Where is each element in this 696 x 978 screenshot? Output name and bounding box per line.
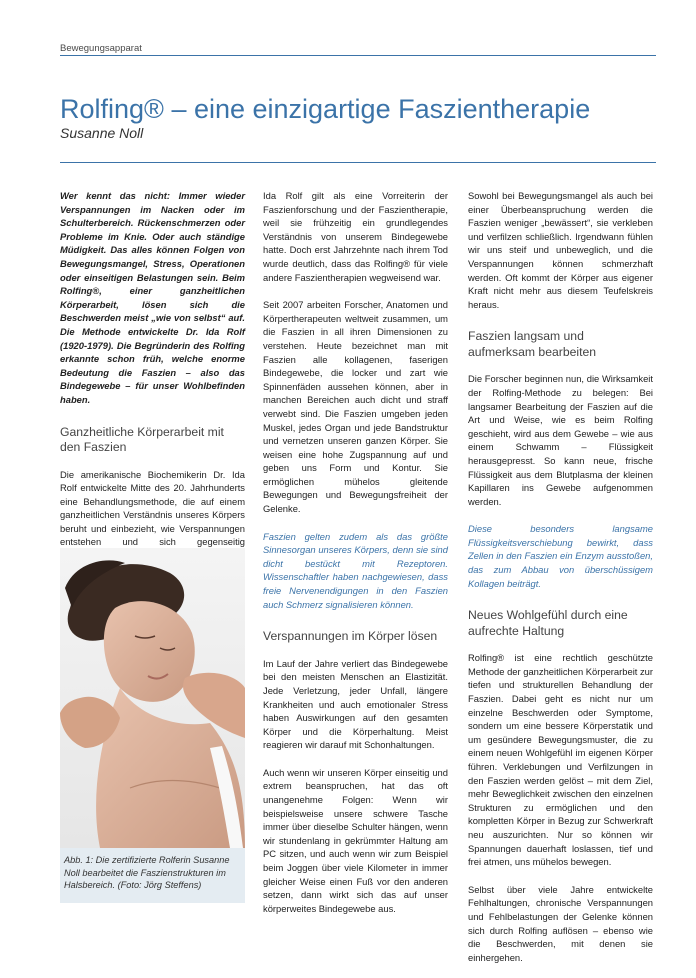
paragraph: Die Forscher beginnen nun, die Wirksamkeit der Rolfing-Methode zu belegen: Bei langsamer Bearbeitung der Faszien auf die Art und Weise, wie es beim Rolfing geschieht, wird aus dem Gewebe – wie aus einem Schwamm – Flüssigkeit herausgepresst. So kann neue, frische Flüssigkeit aus dem Blutplasma der kleinen Kapillaren ins Gewebe aufgenommen werden.: [468, 373, 653, 507]
title-rule: [60, 162, 656, 163]
column-1: [60, 189, 245, 577]
paragraph: Im Lauf der Jahre verliert das Bindegewebe bei den meisten Menschen an Elastizität. Jede Verletzung, jeder Unfall, längere Krankheiten und auch emotionaler Stress haben Auswirkungen auf den gesamten Körper und die Körperhaltung. Meist reagieren wir darauf mit Schonhaltungen.: [263, 657, 448, 751]
therapy-photo: [60, 548, 245, 848]
paragraph: Rolfing® ist eine rechtlich geschützte Methode der ganzheitlichen Körperarbeit zur tiefen und strukturellen Behandlung der Faszien. Dabei geht es nicht nur um einzelne Beschwerden oder Symptome, sondern um eine bessere Körperstatik und um gesündere Bewegungsmuster, die zu einem neuen Wohlgefühl im eigenen Körper führen. Verklebungen und Verfilzungen in den Faszien werden gelöst – mit dem Ziel, mehr Beweglichkeit zwischen den einzelnen Strukturen zu ermöglichen und den kompletten Körper in Bezug zur Schwerkraft neu auszurichten. Nur so können wir Spannungen dauerhaft loslassen, tief und frei atmen, uns mühelos bewegen.: [468, 652, 654, 868]
article-author: Susanne Noll: [60, 125, 144, 141]
paragraph: Ida Rolf gilt als eine Vorreiterin der Faszienforschung und der Faszientherapie, weil sie frühzeitig ein grundlegendes Verständnis von unserem Bindegewebe hatte. Doch erst Jahrzehnte nach ihrem Tod wurde deutlich, dass das Rolfing® für viele andere Faszientherapien wegweisend war.: [263, 190, 448, 283]
paragraph: Selbst über viele Jahre entwickelte Fehlhaltungen, chronische Verspannungen und Fehlbelastungen der Gelenke können sich durch Rolfing auflösen – ebenso wie die Beschwerden, mit denen sie einhergehen.: [468, 883, 653, 963]
callout-fluessigkeit: Diese besonders langsame Flüssigkeitsverschiebung bewirkt, dass Zellen in den Faszien ein Enzym ausstoßen, das zum Abbau von überschüssigem Kollagen beiträgt.: [468, 523, 653, 589]
paragraph: Sowohl bei Bewegungsmangel als auch bei einer Überbeanspruchung werden die Faszien weniger „bewässert“, sie verkleben und verfilzen schließlich. Irgendwann fühlen wir uns steif und unbeweglich, und die Verspannungen können schmerzhaft werden. Oft kommt der Körper aus eigener Kraft nicht mehr aus diesem Teufelskreis heraus.: [468, 190, 653, 310]
lead-paragraph: Wer kennt das nicht: Immer wieder Verspannungen im Nacken oder im Schulterbereich. Rückenschmerzen oder Probleme im Knie. Oder auch ständige Müdigkeit. Das alles können Folgen von Bewegungsmangel, Stress, Operationen oder einseitigen Belastungen sein. Beim Rolfing®, einer ganzheitlichen Körperarbeit, lösen sich die Beschwerden meist „wie von selbst“ auf. Die Methode entwickelte Dr. Ida Rolf (1920-1979). Die Begründerin des Rolfing erkannte schon früh, welche enorme Bedeutung die Faszien – also das Bindegewebe – für unser Wohlbefinden haben.: [60, 190, 245, 405]
paragraph: Seit 2007 arbeiten Forscher, Anatomen und Körpertherapeuten weltweit zusammen, um die Faszien in all ihren Dimensionen zu verstehen. Heute bezeichnet man mit Faszien alle kollagenen, faserigen Bindegewebe, die locker und zart wie Spinnenfäden aussehen können, aber in manchen Bereichen auch dicht und straff verwebt sind. Die Faszien umgeben jeden Muskel, jedes Organ und jede Bandstruktur und vernetzen unseren ganzen Körper. Sie weisen eine hohe Zugspannung auf und geben uns Form und Kontur. Sie ermöglichen mühelos gleitende Bewegungen und Bewegungsfreiheit der Gelenke.: [263, 299, 448, 515]
figure-caption: Abb. 1: Die zertifizierte Rolferin Susanne Noll bearbeitet die Faszienstrukturen im Halsbereich. (Foto: Jörg Steffens): [64, 855, 230, 891]
paragraph: Die amerikanische Biochemikerin Dr. Ida Rolf entwickelte Mitte des 20. Jahrhunderts eine Behandlungsmethode, die auf einem ganzheitlichen Verständnis unseres Körpers beruht und einbezieht, wie Verspannungen entstehen und sich gegenseitig: [60, 468, 245, 548]
figure-1: [60, 548, 245, 903]
header-rule: [60, 55, 656, 56]
heading-ganzheitliche: Ganzheitliche Körperarbeit mit den Faszien: [60, 424, 224, 454]
heading-wohlgefuehl: Neues Wohlgefühl durch eine aufrechte Haltung: [468, 608, 628, 638]
article-title: Rolfing® – eine einzigartige Faszientherapie: [60, 94, 591, 125]
heading-faszien-langsam: Faszien langsam und aufmerksam bearbeiten: [468, 329, 597, 359]
column-2: [263, 189, 448, 929]
paragraph: Auch wenn wir unseren Körper einseitig und extrem beanspruchen, hat das oft unangenehme Folgen: Wenn wir beispielsweise unsere schwere Tasche immer über dieselbe Schulter hängen, wenn wir stundenlang in gekrümmter Haltung am PC sitzen, und auch wenn wir zum Beispiel beim Joggen über viele Kilometer in immer gleicher Weise einen Fuß vor den anderen setzen, dann wirkt sich das auf unser körperweites Bindegewebe aus.: [263, 766, 448, 914]
heading-verspannungen: Verspannungen im Körper lösen: [263, 629, 438, 644]
section-label: Bewegungsapparat: [60, 43, 142, 54]
column-3: [468, 189, 653, 978]
callout-faszien-sinnesorgan: Faszien gelten zudem als das größte Sinnesorgan unseres Körpers, denn sie sind dicht bestückt mit Rezeptoren. Wissenschaftler haben nachgewiesen, dass freie Nervenendigungen in den Faszien auch Schmerz signalisieren können.: [263, 530, 448, 610]
